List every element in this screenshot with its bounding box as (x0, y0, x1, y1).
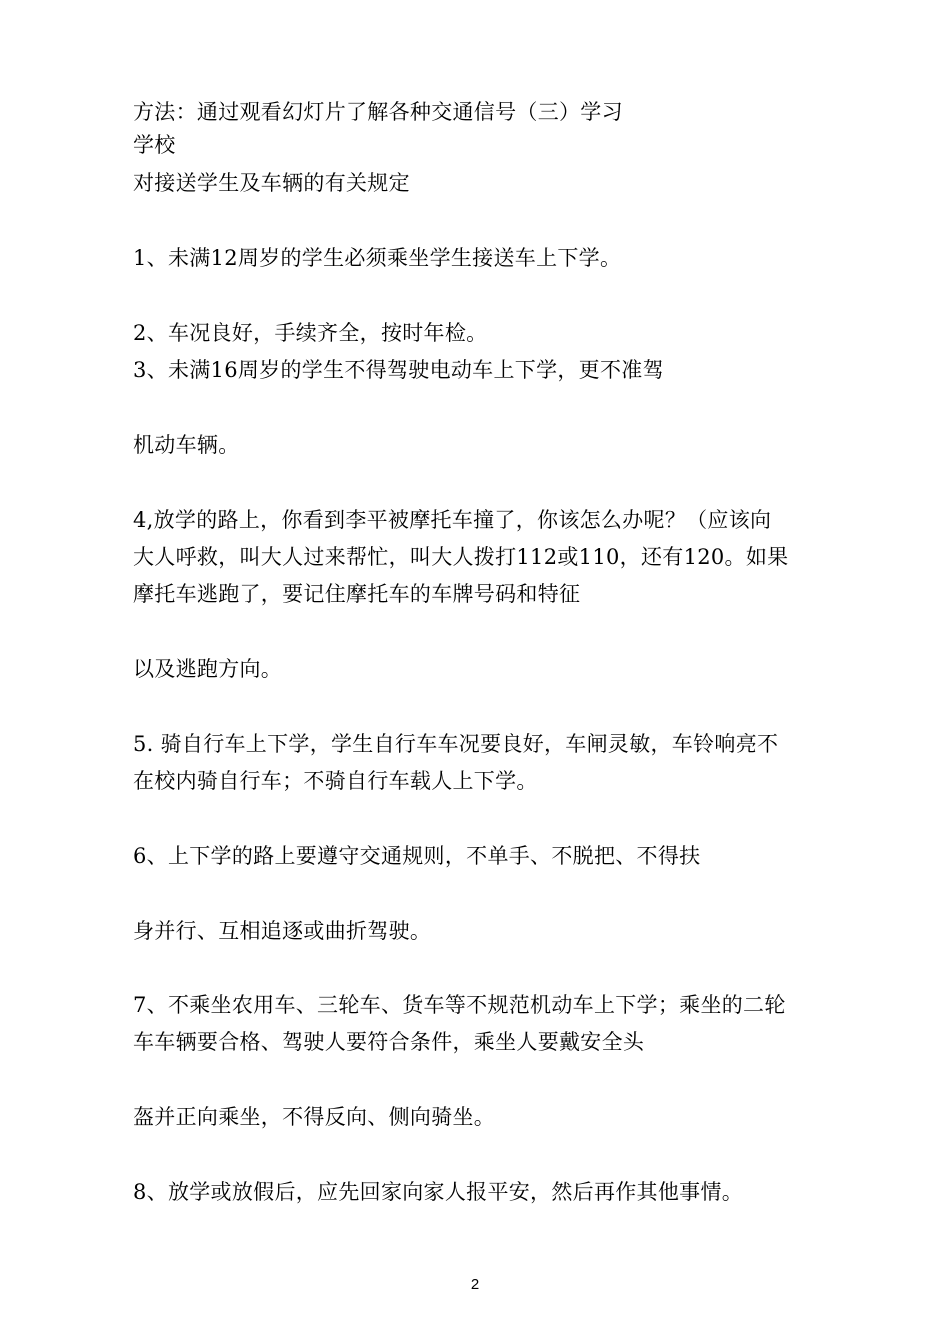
text-line-rule-4-cont-2: 摩托车逃跑了，要记住摩托车的车牌号码和特征 (133, 582, 581, 606)
text-line-rule-5: 5. 骑自行车上下学，学生自行车车况要良好，车闸灵敏，车铃响亮不 (133, 732, 779, 756)
text-line-rule-5-cont: 在校内骑自行车；不骑自行车载人上下学。 (133, 769, 538, 793)
text-line-rule-8: 8、放学或放假后，应先回家向家人报平安，然后再作其他事情。 (133, 1180, 744, 1204)
text-line-rule-3-cont: 机动车辆。 (133, 433, 240, 457)
text-line-rule-4-cont-3: 以及逃跑方向。 (133, 657, 283, 681)
text-line-rule-7-cont-1: 车车辆要合格、驾驶人要符合条件，乘坐人要戴安全头 (133, 1030, 645, 1054)
text-line-rule-6-cont: 身并行、互相追逐或曲折驾驶。 (133, 919, 432, 943)
text-line-rule-7: 7、不乘坐农用车、三轮车、货车等不规范机动车上下学；乘坐的二轮 (133, 993, 786, 1017)
text-line-rule-2: 2、车况良好，手续齐全，按时年检。 (133, 321, 488, 345)
text-line-rule-3: 3、未满16周岁的学生不得驾驶电动车上下学，更不准驾 (133, 358, 664, 382)
text-line-rule-7-cont-2: 盔并正向乘坐，不得反向、侧向骑坐。 (133, 1105, 496, 1129)
text-line-rule-4-cont-1: 大人呼救，叫大人过来帮忙，叫大人拨打112或110，还有120。如果 (133, 545, 789, 569)
text-line-rule-4: 4,放学的路上，你看到李平被摩托车撞了，你该怎么办呢？（应该向 (133, 508, 772, 532)
page-number: 2 (470, 1276, 480, 1293)
text-line-school: 学校 (133, 133, 176, 157)
text-line-heading: 对接送学生及车辆的有关规定 (133, 171, 410, 195)
text-line-rule-1: 1、未满12周岁的学生必须乘坐学生接送车上下学。 (133, 246, 622, 270)
text-line-method: 方法：通过观看幻灯片了解各种交通信号（三）学习 (133, 100, 623, 124)
text-line-rule-6: 6、上下学的路上要遵守交通规则，不单手、不脱把、不得扶 (133, 844, 701, 868)
